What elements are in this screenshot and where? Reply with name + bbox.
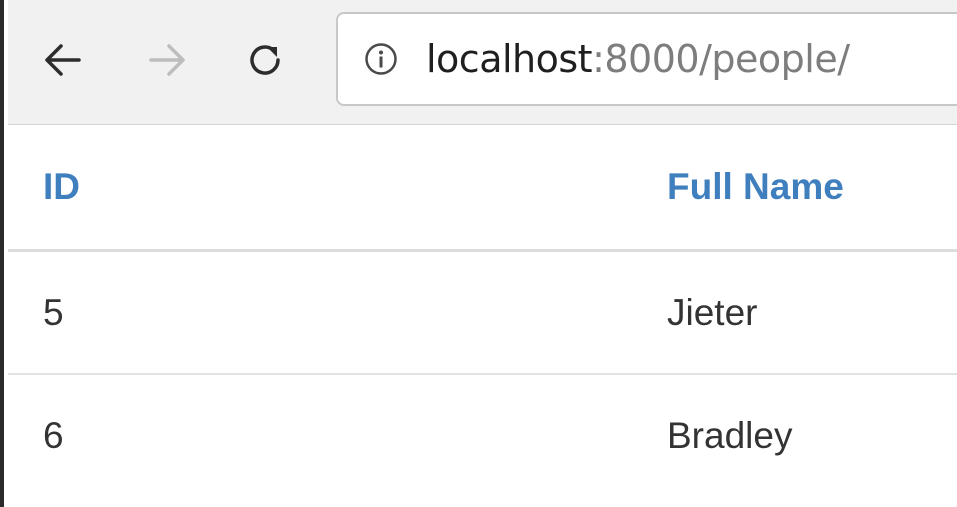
cell-full-name: Bradley bbox=[667, 414, 793, 456]
forward-button[interactable] bbox=[144, 32, 190, 88]
url-path: :8000/people/ bbox=[592, 37, 850, 81]
cell-id: 6 bbox=[43, 414, 64, 456]
reload-icon bbox=[245, 40, 285, 80]
address-bar[interactable] bbox=[336, 12, 957, 106]
url-host: localhost bbox=[426, 37, 593, 81]
column-header-full-name: Full Name bbox=[667, 125, 957, 251]
browser-toolbar bbox=[8, 0, 957, 125]
people-table bbox=[8, 125, 957, 496]
table-row bbox=[8, 251, 957, 375]
cell-id: 5 bbox=[8, 251, 667, 375]
arrow-right-icon bbox=[147, 43, 187, 77]
reload-button[interactable] bbox=[242, 32, 288, 88]
arrow-left-icon bbox=[43, 43, 83, 77]
people-table-container bbox=[8, 125, 957, 496]
table-row bbox=[8, 374, 957, 496]
back-button[interactable] bbox=[40, 32, 86, 88]
table-header-row bbox=[8, 125, 957, 251]
info-icon[interactable] bbox=[364, 42, 398, 76]
cell-full-name: Jieter bbox=[667, 251, 957, 375]
url-text[interactable] bbox=[426, 36, 850, 82]
column-header-id: ID bbox=[8, 125, 667, 251]
